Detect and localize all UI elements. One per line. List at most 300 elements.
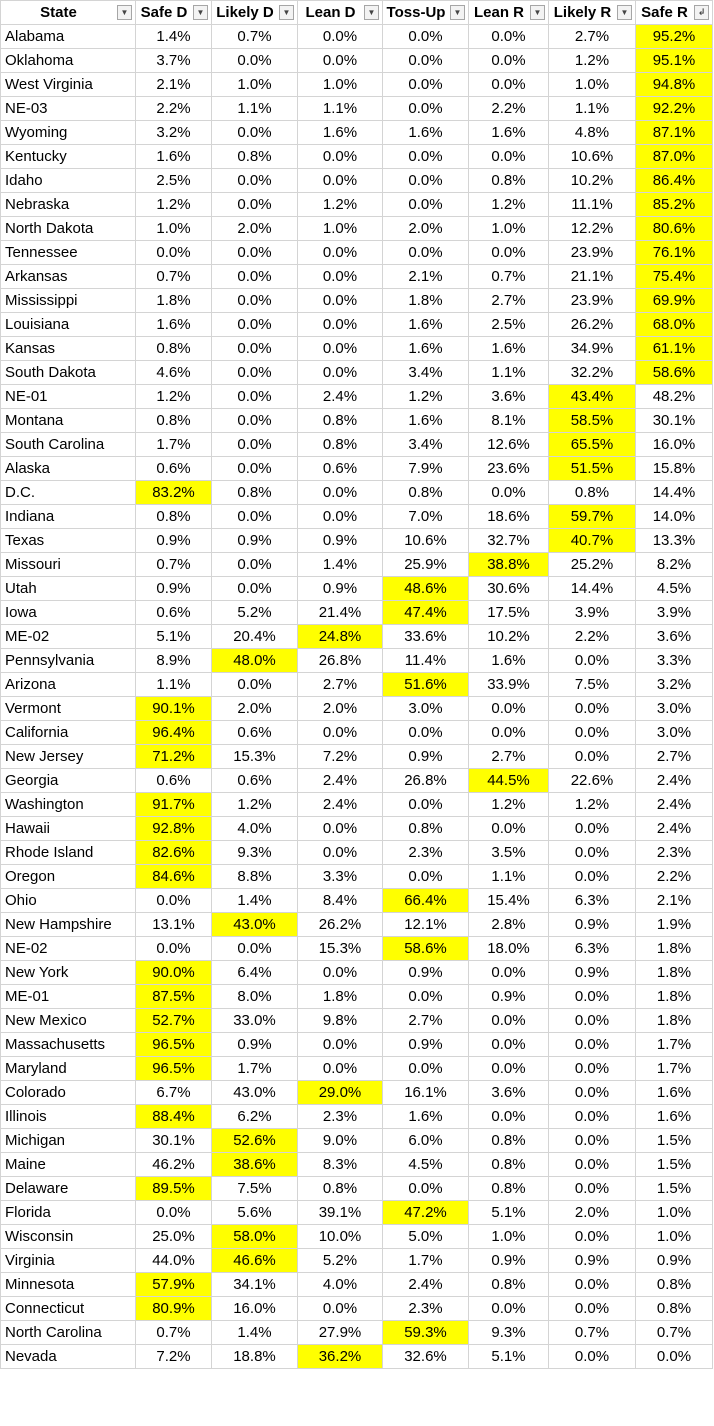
toss-up-cell[interactable]: 2.3%	[383, 1297, 469, 1321]
toss-up-cell[interactable]: 0.0%	[383, 169, 469, 193]
likely-d-cell[interactable]: 4.0%	[212, 817, 298, 841]
likely-r-cell[interactable]: 0.0%	[549, 1009, 636, 1033]
safe-d-cell[interactable]: 1.4%	[136, 25, 212, 49]
lean-r-cell[interactable]: 0.0%	[469, 1033, 549, 1057]
likely-d-cell[interactable]: 0.0%	[212, 121, 298, 145]
toss-up-cell[interactable]: 0.8%	[383, 481, 469, 505]
filter-dropdown-icon[interactable]: ▼	[617, 5, 632, 20]
state-cell[interactable]: Delaware	[1, 1177, 136, 1201]
safe-d-cell[interactable]: 0.8%	[136, 337, 212, 361]
likely-d-cell[interactable]: 0.7%	[212, 25, 298, 49]
lean-d-cell[interactable]: 0.0%	[298, 169, 383, 193]
lean-d-cell[interactable]: 8.4%	[298, 889, 383, 913]
lean-d-cell[interactable]: 0.0%	[298, 25, 383, 49]
safe-d-cell[interactable]: 1.8%	[136, 289, 212, 313]
lean-d-cell[interactable]: 36.2%	[298, 1345, 383, 1369]
column-header-likely-r[interactable]	[549, 1, 636, 25]
state-cell[interactable]: Illinois	[1, 1105, 136, 1129]
toss-up-cell[interactable]: 0.0%	[383, 241, 469, 265]
lean-r-cell[interactable]: 3.6%	[469, 385, 549, 409]
lean-r-cell[interactable]: 1.2%	[469, 793, 549, 817]
lean-d-cell[interactable]: 39.1%	[298, 1201, 383, 1225]
lean-r-cell[interactable]: 1.2%	[469, 193, 549, 217]
lean-r-cell[interactable]: 15.4%	[469, 889, 549, 913]
state-cell[interactable]: Kentucky	[1, 145, 136, 169]
toss-up-cell[interactable]: 33.6%	[383, 625, 469, 649]
lean-r-cell[interactable]: 0.8%	[469, 169, 549, 193]
lean-r-cell[interactable]: 1.6%	[469, 649, 549, 673]
safe-r-cell[interactable]: 69.9%	[636, 289, 713, 313]
state-cell[interactable]: Washington	[1, 793, 136, 817]
state-cell[interactable]: Arizona	[1, 673, 136, 697]
filter-dropdown-icon[interactable]: ▼	[193, 5, 208, 20]
safe-r-cell[interactable]: 0.9%	[636, 1249, 713, 1273]
lean-d-cell[interactable]: 0.0%	[298, 721, 383, 745]
state-cell[interactable]: Tennessee	[1, 241, 136, 265]
toss-up-cell[interactable]: 26.8%	[383, 769, 469, 793]
lean-r-cell[interactable]: 1.1%	[469, 361, 549, 385]
likely-r-cell[interactable]: 0.0%	[549, 1297, 636, 1321]
lean-d-cell[interactable]: 0.0%	[298, 289, 383, 313]
likely-r-cell[interactable]: 6.3%	[549, 889, 636, 913]
likely-d-cell[interactable]: 20.4%	[212, 625, 298, 649]
state-cell[interactable]: New Jersey	[1, 745, 136, 769]
lean-d-cell[interactable]: 0.0%	[298, 1033, 383, 1057]
state-cell[interactable]: ME-02	[1, 625, 136, 649]
likely-r-cell[interactable]: 0.0%	[549, 1177, 636, 1201]
safe-d-cell[interactable]: 88.4%	[136, 1105, 212, 1129]
safe-d-cell[interactable]: 1.2%	[136, 193, 212, 217]
state-cell[interactable]: South Carolina	[1, 433, 136, 457]
likely-r-cell[interactable]: 0.0%	[549, 1105, 636, 1129]
safe-r-cell[interactable]: 2.4%	[636, 793, 713, 817]
lean-r-cell[interactable]: 38.8%	[469, 553, 549, 577]
safe-r-cell[interactable]: 75.4%	[636, 265, 713, 289]
likely-d-cell[interactable]: 1.2%	[212, 793, 298, 817]
lean-r-cell[interactable]: 32.7%	[469, 529, 549, 553]
safe-r-cell[interactable]: 85.2%	[636, 193, 713, 217]
toss-up-cell[interactable]: 2.3%	[383, 841, 469, 865]
likely-d-cell[interactable]: 0.8%	[212, 481, 298, 505]
filter-dropdown-icon[interactable]: ▼	[530, 5, 545, 20]
lean-d-cell[interactable]: 0.8%	[298, 1177, 383, 1201]
safe-r-cell[interactable]: 3.3%	[636, 649, 713, 673]
toss-up-cell[interactable]: 3.0%	[383, 697, 469, 721]
state-cell[interactable]: Oregon	[1, 865, 136, 889]
safe-d-cell[interactable]: 91.7%	[136, 793, 212, 817]
safe-r-cell[interactable]: 2.2%	[636, 865, 713, 889]
state-cell[interactable]: West Virginia	[1, 73, 136, 97]
safe-r-cell[interactable]: 30.1%	[636, 409, 713, 433]
column-header-toss-up[interactable]	[383, 1, 469, 25]
column-header-state[interactable]	[1, 1, 136, 25]
safe-r-cell[interactable]: 3.9%	[636, 601, 713, 625]
likely-d-cell[interactable]: 0.0%	[212, 49, 298, 73]
lean-r-cell[interactable]: 2.8%	[469, 913, 549, 937]
likely-d-cell[interactable]: 0.0%	[212, 265, 298, 289]
safe-r-cell[interactable]: 48.2%	[636, 385, 713, 409]
lean-r-cell[interactable]: 0.0%	[469, 1105, 549, 1129]
state-cell[interactable]: Utah	[1, 577, 136, 601]
safe-r-cell[interactable]: 1.7%	[636, 1033, 713, 1057]
lean-d-cell[interactable]: 0.0%	[298, 1057, 383, 1081]
safe-d-cell[interactable]: 96.5%	[136, 1033, 212, 1057]
safe-r-cell[interactable]: 2.1%	[636, 889, 713, 913]
safe-r-cell[interactable]: 1.8%	[636, 961, 713, 985]
lean-r-cell[interactable]: 44.5%	[469, 769, 549, 793]
state-cell[interactable]: North Carolina	[1, 1321, 136, 1345]
toss-up-cell[interactable]: 0.9%	[383, 1033, 469, 1057]
likely-d-cell[interactable]: 15.3%	[212, 745, 298, 769]
lean-r-cell[interactable]: 2.7%	[469, 289, 549, 313]
likely-d-cell[interactable]: 0.8%	[212, 145, 298, 169]
likely-d-cell[interactable]: 0.0%	[212, 433, 298, 457]
safe-d-cell[interactable]: 0.0%	[136, 937, 212, 961]
lean-d-cell[interactable]: 7.2%	[298, 745, 383, 769]
state-cell[interactable]: NE-03	[1, 97, 136, 121]
safe-d-cell[interactable]: 1.6%	[136, 313, 212, 337]
likely-r-cell[interactable]: 34.9%	[549, 337, 636, 361]
lean-r-cell[interactable]: 0.9%	[469, 985, 549, 1009]
likely-r-cell[interactable]: 0.9%	[549, 1249, 636, 1273]
likely-d-cell[interactable]: 0.0%	[212, 577, 298, 601]
safe-d-cell[interactable]: 30.1%	[136, 1129, 212, 1153]
state-cell[interactable]: Wyoming	[1, 121, 136, 145]
safe-r-cell[interactable]: 0.0%	[636, 1345, 713, 1369]
likely-d-cell[interactable]: 9.3%	[212, 841, 298, 865]
likely-d-cell[interactable]: 0.0%	[212, 553, 298, 577]
toss-up-cell[interactable]: 51.6%	[383, 673, 469, 697]
lean-d-cell[interactable]: 8.3%	[298, 1153, 383, 1177]
lean-d-cell[interactable]: 0.0%	[298, 265, 383, 289]
toss-up-cell[interactable]: 58.6%	[383, 937, 469, 961]
lean-d-cell[interactable]: 9.8%	[298, 1009, 383, 1033]
state-cell[interactable]: Texas	[1, 529, 136, 553]
lean-d-cell[interactable]: 0.9%	[298, 577, 383, 601]
lean-r-cell[interactable]: 18.6%	[469, 505, 549, 529]
state-cell[interactable]: Missouri	[1, 553, 136, 577]
likely-d-cell[interactable]: 0.0%	[212, 409, 298, 433]
likely-r-cell[interactable]: 12.2%	[549, 217, 636, 241]
state-cell[interactable]: New York	[1, 961, 136, 985]
lean-r-cell[interactable]: 23.6%	[469, 457, 549, 481]
safe-r-cell[interactable]: 2.4%	[636, 817, 713, 841]
safe-d-cell[interactable]: 0.0%	[136, 889, 212, 913]
likely-r-cell[interactable]: 1.2%	[549, 49, 636, 73]
lean-r-cell[interactable]: 5.1%	[469, 1201, 549, 1225]
lean-r-cell[interactable]: 8.1%	[469, 409, 549, 433]
safe-d-cell[interactable]: 4.6%	[136, 361, 212, 385]
likely-d-cell[interactable]: 0.6%	[212, 769, 298, 793]
state-cell[interactable]: NE-02	[1, 937, 136, 961]
toss-up-cell[interactable]: 0.0%	[383, 49, 469, 73]
lean-d-cell[interactable]: 27.9%	[298, 1321, 383, 1345]
likely-r-cell[interactable]: 65.5%	[549, 433, 636, 457]
lean-d-cell[interactable]: 1.4%	[298, 553, 383, 577]
toss-up-cell[interactable]: 0.0%	[383, 145, 469, 169]
likely-r-cell[interactable]: 0.0%	[549, 721, 636, 745]
safe-r-cell[interactable]: 1.6%	[636, 1081, 713, 1105]
state-cell[interactable]: Alabama	[1, 25, 136, 49]
toss-up-cell[interactable]: 48.6%	[383, 577, 469, 601]
lean-r-cell[interactable]: 0.0%	[469, 721, 549, 745]
safe-r-cell[interactable]: 80.6%	[636, 217, 713, 241]
toss-up-cell[interactable]: 0.0%	[383, 793, 469, 817]
safe-d-cell[interactable]: 1.7%	[136, 433, 212, 457]
safe-d-cell[interactable]: 0.0%	[136, 1201, 212, 1225]
likely-d-cell[interactable]: 2.0%	[212, 217, 298, 241]
likely-d-cell[interactable]: 1.0%	[212, 73, 298, 97]
safe-d-cell[interactable]: 90.1%	[136, 697, 212, 721]
state-cell[interactable]: Oklahoma	[1, 49, 136, 73]
safe-d-cell[interactable]: 92.8%	[136, 817, 212, 841]
safe-d-cell[interactable]: 6.7%	[136, 1081, 212, 1105]
likely-r-cell[interactable]: 0.0%	[549, 1273, 636, 1297]
likely-r-cell[interactable]: 22.6%	[549, 769, 636, 793]
column-header-lean-d[interactable]	[298, 1, 383, 25]
likely-d-cell[interactable]: 0.0%	[212, 361, 298, 385]
safe-r-cell[interactable]: 3.0%	[636, 697, 713, 721]
state-cell[interactable]: Nevada	[1, 1345, 136, 1369]
lean-d-cell[interactable]: 0.9%	[298, 529, 383, 553]
safe-d-cell[interactable]: 83.2%	[136, 481, 212, 505]
column-header-lean-r[interactable]	[469, 1, 549, 25]
safe-r-cell[interactable]: 3.0%	[636, 721, 713, 745]
lean-r-cell[interactable]: 10.2%	[469, 625, 549, 649]
lean-r-cell[interactable]: 2.7%	[469, 745, 549, 769]
likely-d-cell[interactable]: 0.0%	[212, 169, 298, 193]
lean-r-cell[interactable]: 3.5%	[469, 841, 549, 865]
likely-r-cell[interactable]: 2.2%	[549, 625, 636, 649]
toss-up-cell[interactable]: 4.5%	[383, 1153, 469, 1177]
safe-d-cell[interactable]: 80.9%	[136, 1297, 212, 1321]
toss-up-cell[interactable]: 2.0%	[383, 217, 469, 241]
state-cell[interactable]: Vermont	[1, 697, 136, 721]
state-cell[interactable]: Wisconsin	[1, 1225, 136, 1249]
toss-up-cell[interactable]: 11.4%	[383, 649, 469, 673]
likely-r-cell[interactable]: 7.5%	[549, 673, 636, 697]
likely-r-cell[interactable]: 0.0%	[549, 817, 636, 841]
lean-d-cell[interactable]: 0.0%	[298, 841, 383, 865]
likely-r-cell[interactable]: 0.0%	[549, 1033, 636, 1057]
lean-d-cell[interactable]: 0.0%	[298, 49, 383, 73]
likely-d-cell[interactable]: 0.0%	[212, 313, 298, 337]
lean-d-cell[interactable]: 0.8%	[298, 433, 383, 457]
safe-r-cell[interactable]: 2.7%	[636, 745, 713, 769]
likely-r-cell[interactable]: 0.9%	[549, 913, 636, 937]
likely-r-cell[interactable]: 2.7%	[549, 25, 636, 49]
safe-d-cell[interactable]: 0.6%	[136, 457, 212, 481]
likely-d-cell[interactable]: 0.0%	[212, 289, 298, 313]
safe-r-cell[interactable]: 1.8%	[636, 985, 713, 1009]
likely-d-cell[interactable]: 0.0%	[212, 337, 298, 361]
safe-r-cell[interactable]: 1.0%	[636, 1201, 713, 1225]
lean-d-cell[interactable]: 0.0%	[298, 241, 383, 265]
likely-r-cell[interactable]: 59.7%	[549, 505, 636, 529]
lean-r-cell[interactable]: 1.6%	[469, 121, 549, 145]
safe-d-cell[interactable]: 87.5%	[136, 985, 212, 1009]
safe-r-cell[interactable]: 68.0%	[636, 313, 713, 337]
safe-d-cell[interactable]: 7.2%	[136, 1345, 212, 1369]
likely-r-cell[interactable]: 23.9%	[549, 241, 636, 265]
state-cell[interactable]: Virginia	[1, 1249, 136, 1273]
likely-d-cell[interactable]: 0.0%	[212, 241, 298, 265]
likely-d-cell[interactable]: 0.6%	[212, 721, 298, 745]
state-cell[interactable]: Indiana	[1, 505, 136, 529]
lean-r-cell[interactable]: 12.6%	[469, 433, 549, 457]
likely-d-cell[interactable]: 48.0%	[212, 649, 298, 673]
lean-d-cell[interactable]: 0.0%	[298, 817, 383, 841]
toss-up-cell[interactable]: 0.0%	[383, 193, 469, 217]
toss-up-cell[interactable]: 10.6%	[383, 529, 469, 553]
lean-r-cell[interactable]: 0.0%	[469, 1009, 549, 1033]
state-cell[interactable]: Arkansas	[1, 265, 136, 289]
safe-r-cell[interactable]: 76.1%	[636, 241, 713, 265]
state-cell[interactable]: Ohio	[1, 889, 136, 913]
lean-r-cell[interactable]: 0.0%	[469, 961, 549, 985]
lean-d-cell[interactable]: 0.0%	[298, 361, 383, 385]
toss-up-cell[interactable]: 1.6%	[383, 337, 469, 361]
lean-r-cell[interactable]: 0.0%	[469, 697, 549, 721]
likely-r-cell[interactable]: 0.0%	[549, 841, 636, 865]
safe-d-cell[interactable]: 96.5%	[136, 1057, 212, 1081]
likely-r-cell[interactable]: 40.7%	[549, 529, 636, 553]
likely-r-cell[interactable]: 0.0%	[549, 865, 636, 889]
toss-up-cell[interactable]: 0.0%	[383, 721, 469, 745]
state-cell[interactable]: D.C.	[1, 481, 136, 505]
filter-dropdown-icon[interactable]: ▼	[364, 5, 379, 20]
toss-up-cell[interactable]: 47.2%	[383, 1201, 469, 1225]
lean-d-cell[interactable]: 0.0%	[298, 145, 383, 169]
safe-d-cell[interactable]: 71.2%	[136, 745, 212, 769]
lean-r-cell[interactable]: 0.9%	[469, 1249, 549, 1273]
likely-r-cell[interactable]: 51.5%	[549, 457, 636, 481]
safe-d-cell[interactable]: 25.0%	[136, 1225, 212, 1249]
safe-r-cell[interactable]: 15.8%	[636, 457, 713, 481]
safe-d-cell[interactable]: 46.2%	[136, 1153, 212, 1177]
safe-r-cell[interactable]: 4.5%	[636, 577, 713, 601]
likely-d-cell[interactable]: 58.0%	[212, 1225, 298, 1249]
lean-r-cell[interactable]: 0.0%	[469, 481, 549, 505]
safe-d-cell[interactable]: 84.6%	[136, 865, 212, 889]
lean-r-cell[interactable]: 0.8%	[469, 1273, 549, 1297]
safe-r-cell[interactable]: 3.6%	[636, 625, 713, 649]
likely-r-cell[interactable]: 3.9%	[549, 601, 636, 625]
lean-r-cell[interactable]: 0.0%	[469, 145, 549, 169]
safe-d-cell[interactable]: 89.5%	[136, 1177, 212, 1201]
lean-r-cell[interactable]: 17.5%	[469, 601, 549, 625]
toss-up-cell[interactable]: 2.1%	[383, 265, 469, 289]
likely-r-cell[interactable]: 0.8%	[549, 481, 636, 505]
column-header-likely-d[interactable]	[212, 1, 298, 25]
likely-d-cell[interactable]: 8.0%	[212, 985, 298, 1009]
lean-d-cell[interactable]: 0.0%	[298, 337, 383, 361]
safe-d-cell[interactable]: 2.2%	[136, 97, 212, 121]
likely-r-cell[interactable]: 10.2%	[549, 169, 636, 193]
state-cell[interactable]: New Mexico	[1, 1009, 136, 1033]
safe-d-cell[interactable]: 2.1%	[136, 73, 212, 97]
safe-d-cell[interactable]: 13.1%	[136, 913, 212, 937]
likely-r-cell[interactable]: 4.8%	[549, 121, 636, 145]
toss-up-cell[interactable]: 2.4%	[383, 1273, 469, 1297]
safe-r-cell[interactable]: 94.8%	[636, 73, 713, 97]
lean-r-cell[interactable]: 0.0%	[469, 817, 549, 841]
toss-up-cell[interactable]: 1.8%	[383, 289, 469, 313]
likely-r-cell[interactable]: 58.5%	[549, 409, 636, 433]
lean-d-cell[interactable]: 0.6%	[298, 457, 383, 481]
safe-d-cell[interactable]: 0.8%	[136, 409, 212, 433]
state-cell[interactable]: South Dakota	[1, 361, 136, 385]
likely-r-cell[interactable]: 6.3%	[549, 937, 636, 961]
lean-d-cell[interactable]: 10.0%	[298, 1225, 383, 1249]
safe-r-cell[interactable]: 86.4%	[636, 169, 713, 193]
safe-d-cell[interactable]: 0.6%	[136, 601, 212, 625]
toss-up-cell[interactable]: 0.0%	[383, 73, 469, 97]
likely-r-cell[interactable]: 43.4%	[549, 385, 636, 409]
likely-d-cell[interactable]: 0.0%	[212, 385, 298, 409]
state-cell[interactable]: Hawaii	[1, 817, 136, 841]
likely-r-cell[interactable]: 1.2%	[549, 793, 636, 817]
lean-d-cell[interactable]: 5.2%	[298, 1249, 383, 1273]
lean-r-cell[interactable]: 0.8%	[469, 1177, 549, 1201]
toss-up-cell[interactable]: 66.4%	[383, 889, 469, 913]
likely-r-cell[interactable]: 26.2%	[549, 313, 636, 337]
likely-r-cell[interactable]: 1.1%	[549, 97, 636, 121]
safe-r-cell[interactable]: 2.3%	[636, 841, 713, 865]
likely-d-cell[interactable]: 0.0%	[212, 457, 298, 481]
safe-d-cell[interactable]: 2.5%	[136, 169, 212, 193]
safe-r-cell[interactable]: 2.4%	[636, 769, 713, 793]
safe-r-cell[interactable]: 87.0%	[636, 145, 713, 169]
lean-d-cell[interactable]: 0.0%	[298, 1297, 383, 1321]
safe-r-cell[interactable]: 1.5%	[636, 1177, 713, 1201]
state-cell[interactable]: Connecticut	[1, 1297, 136, 1321]
safe-r-cell[interactable]: 87.1%	[636, 121, 713, 145]
safe-d-cell[interactable]: 82.6%	[136, 841, 212, 865]
state-cell[interactable]: Maine	[1, 1153, 136, 1177]
toss-up-cell[interactable]: 0.9%	[383, 745, 469, 769]
safe-r-cell[interactable]: 1.5%	[636, 1129, 713, 1153]
likely-r-cell[interactable]: 2.0%	[549, 1201, 636, 1225]
likely-d-cell[interactable]: 38.6%	[212, 1153, 298, 1177]
filter-dropdown-icon[interactable]: ▼	[117, 5, 132, 20]
toss-up-cell[interactable]: 6.0%	[383, 1129, 469, 1153]
lean-r-cell[interactable]: 0.0%	[469, 73, 549, 97]
safe-d-cell[interactable]: 1.6%	[136, 145, 212, 169]
lean-r-cell[interactable]: 5.1%	[469, 1345, 549, 1369]
lean-d-cell[interactable]: 26.2%	[298, 913, 383, 937]
toss-up-cell[interactable]: 0.0%	[383, 1177, 469, 1201]
toss-up-cell[interactable]: 5.0%	[383, 1225, 469, 1249]
likely-d-cell[interactable]: 1.7%	[212, 1057, 298, 1081]
lean-d-cell[interactable]: 29.0%	[298, 1081, 383, 1105]
lean-r-cell[interactable]: 33.9%	[469, 673, 549, 697]
state-cell[interactable]: Louisiana	[1, 313, 136, 337]
state-cell[interactable]: Massachusetts	[1, 1033, 136, 1057]
lean-d-cell[interactable]: 21.4%	[298, 601, 383, 625]
likely-d-cell[interactable]: 34.1%	[212, 1273, 298, 1297]
toss-up-cell[interactable]: 0.9%	[383, 961, 469, 985]
safe-d-cell[interactable]: 0.8%	[136, 505, 212, 529]
state-cell[interactable]: Michigan	[1, 1129, 136, 1153]
lean-r-cell[interactable]: 0.8%	[469, 1129, 549, 1153]
lean-d-cell[interactable]: 26.8%	[298, 649, 383, 673]
lean-d-cell[interactable]: 0.0%	[298, 505, 383, 529]
toss-up-cell[interactable]: 25.9%	[383, 553, 469, 577]
lean-d-cell[interactable]: 1.0%	[298, 217, 383, 241]
toss-up-cell[interactable]: 1.6%	[383, 121, 469, 145]
lean-d-cell[interactable]: 2.4%	[298, 793, 383, 817]
